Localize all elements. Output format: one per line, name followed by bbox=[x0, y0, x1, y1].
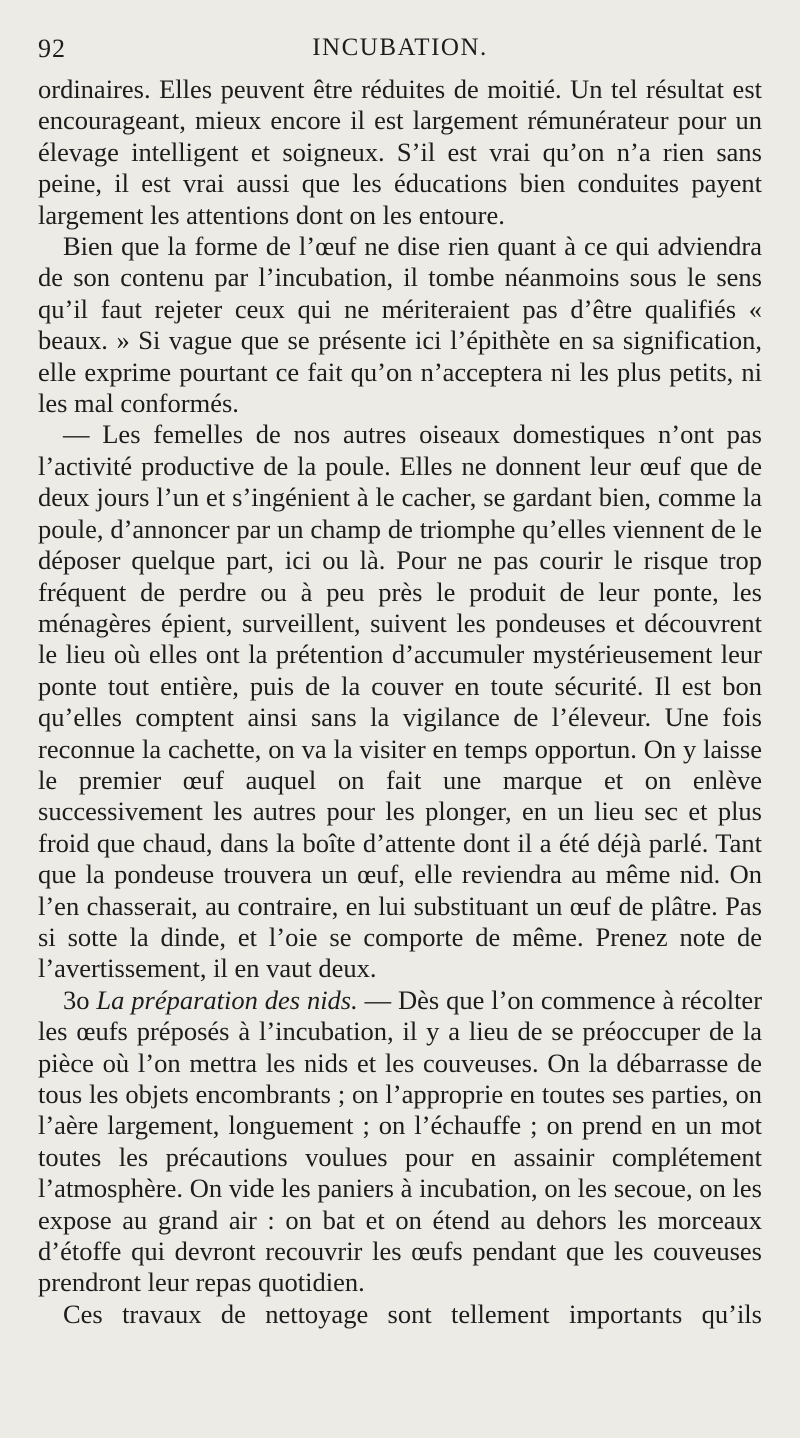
running-head: INCUBATION. bbox=[312, 34, 488, 61]
paragraph-4-text: — Dès que l’on commence à récolter les œufs préposés à l’incubation, il y a lieu de se préoccuper de la pièce où l’on mettra les nids et les couveuses. On la débarrasse de tous les objets encombrants ; on l’approprie en toutes ses parties, on l’aère largement, longuement ; on l’échauffe ; on prend en un mot toutes les précautions voulues pour en assainir complétement l’atmosphère. On vide les paniers à incubation, on les secoue, on les expose au grand air : on bat et on étend au dehors les morceaux d’étoffe qui devront recouvrir les œufs pendant que les couveuses prendront leur repas quotidien. bbox=[38, 984, 763, 1298]
body-text bbox=[38, 74, 762, 1330]
paragraph-3: — Les femelles de nos autres oiseaux domestiques n’ont pas l’activité productive de la poule. Elles ne donnent leur œuf que de deux jours l’un et s’ingénient à le cacher, se gardant bien, comme la poule, d’annoncer par un champ de triomphe qu’elles viennent de le déposer quelque part, ici ou là. Pour ne pas courir le risque trop fréquent de perdre ou à peu près le produit de leur ponte, les ménagères épient, surveillent, suivent les pondeuses et découvrent le lieu où elles ont la prétention d’accumuler mystérieusement leur ponte tout entière, puis de la couver en toute sécurité. Il est bon qu’elles comptent ainsi sans la vigilance de l’éleveur. Une fois reconnue la cachette, on va la visiter en temps opportun. On y laisse le premier œuf auquel on fait une marque et on enlève successivement les autres pour les plonger, en un lieu sec et plus froid que chaud, dans la boîte d’attente dont il a été déjà parlé. Tant que la pondeuse trouvera un œuf, elle reviendra au même nid. On l’en chasserait, au contraire, en lui substituant un œuf de plâtre. Pas si sotte la dinde, et l’oie se comporte de même. Prenez note de l’avertissement, il en vaut deux. bbox=[38, 419, 762, 984]
page-header bbox=[38, 30, 762, 74]
section-title: La préparation des nids. bbox=[96, 984, 358, 1015]
section-number: 3o bbox=[63, 984, 90, 1015]
page-number: 92 bbox=[38, 34, 66, 63]
paragraph-1: ordinaires. Elles peuvent être réduites de moitié. Un tel résultat est encourageant, mieux encore il est largement rémunérateur pour un élevage intelligent et soigneux. S’il est vrai qu’on n’a rien sans peine, il est vrai aussi que les éducations bien conduites payent largement les attentions dont on les entoure. bbox=[38, 74, 762, 230]
paragraph-4 bbox=[38, 985, 762, 1299]
paragraph-5: Ces travaux de nettoyage sont tellement importants qu’ils bbox=[63, 1298, 762, 1329]
paragraph-2: Bien que la forme de l’œuf ne dise rien quant à ce qui adviendra de son contenu par l’incubation, il tombe néanmoins sous le sens qu’il faut rejeter ceux qui ne mériteraient pas d’être qualifiés « beaux. » Si vague que se présente ici l’épithète en sa signification, elle exprime pourtant ce fait qu’on n’acceptera ni les plus petits, ni les mal conformés. bbox=[38, 231, 762, 419]
